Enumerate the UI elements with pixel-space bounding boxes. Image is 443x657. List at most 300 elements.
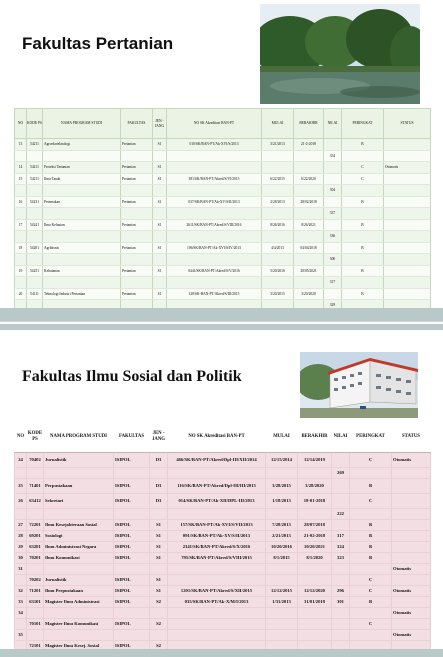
column-header-no-sk: NO SK Akreditasi BAN-PT [167, 109, 262, 139]
cell-fakultas: Pertanian [121, 196, 153, 208]
cell-no [15, 185, 27, 197]
cell-mulai [266, 563, 298, 574]
cell-nilai [332, 519, 350, 530]
cell-jenjang: S1 [153, 196, 167, 208]
cell-mulai [266, 508, 298, 519]
cell-peringkat [350, 467, 392, 478]
column-header-fakultas: FAKULTAS [114, 422, 150, 452]
cell-nama-prodi: Agribisnis [43, 242, 121, 254]
cell-jenjang: S1 [150, 519, 168, 530]
column-header-mulai: MULAI [266, 422, 298, 452]
cell-peringkat: B [342, 219, 384, 231]
cell-status [392, 541, 431, 552]
cell-nama-prodi: Sosiologi [44, 530, 114, 541]
cell-fakultas [121, 277, 153, 289]
cell-peringkat: B [350, 552, 392, 563]
cell-fakultas: ISIPOL [114, 618, 150, 629]
cell-nama-prodi: Peternakan [43, 196, 121, 208]
cell-nama-prodi: Ilmu Kelautan [43, 219, 121, 231]
cell-kode-ps [27, 254, 43, 266]
cell-no: 24 [15, 452, 27, 467]
cell-nilai: 269 [332, 467, 350, 478]
column-header-peringkat: PERINGKAT [350, 422, 392, 452]
cell-nilai: 296 [332, 585, 350, 596]
cell-nilai [332, 563, 350, 574]
table-row [15, 629, 431, 640]
cell-jenjang: D3 [150, 478, 168, 493]
cell-jenjang: S2 [150, 618, 168, 629]
cell-peringkat [350, 629, 392, 640]
cell-jenjang: D3 [150, 493, 168, 508]
cell-berakhir: 04/04/2018 [294, 242, 324, 254]
cell-nama-prodi: Perpustakaan [44, 478, 114, 493]
cell-no: 33 [15, 596, 27, 607]
table-row [15, 508, 431, 519]
cell-no: 26 [15, 493, 27, 508]
table-row [15, 493, 431, 508]
cell-kode-ps: 72201 [27, 519, 44, 530]
cell-peringkat: C [342, 173, 384, 185]
cell-nilai [324, 242, 342, 254]
table-row [15, 563, 431, 574]
cell-nama-prodi: Ilmu Perpustakaan [44, 585, 114, 596]
slide-title: Fakultas Pertanian [22, 34, 174, 53]
cell-kode-ps [27, 231, 43, 243]
cell-fakultas [121, 208, 153, 220]
cell-berakhir: 28/02/2018 [294, 196, 324, 208]
cell-berakhir: 21-2-2018 [294, 139, 324, 151]
cell-status [392, 467, 431, 478]
cell-fakultas [121, 150, 153, 162]
cell-berakhir [294, 185, 324, 197]
cell-status [392, 508, 431, 519]
table-row [15, 574, 431, 585]
cell-status [384, 208, 431, 220]
cell-peringkat: C [350, 452, 392, 467]
cell-status [384, 265, 431, 277]
cell-fakultas: ISIPOL [114, 541, 150, 552]
cell-nama-prodi: Ilmu Administrasi Negara [44, 541, 114, 552]
cell-nilai [332, 493, 350, 508]
cell-no-sk [168, 563, 266, 574]
cell-mulai [266, 574, 298, 585]
cell-no: 28 [15, 530, 27, 541]
cell-no: 27 [15, 519, 27, 530]
cell-berakhir: 3/28/2020 [298, 478, 332, 493]
cell-nilai [332, 629, 350, 640]
cell-nama-prodi: Proteksi Tanaman [43, 162, 121, 174]
cell-nama-prodi: Agroekoteknologi [43, 139, 121, 151]
cell-kode-ps [27, 467, 44, 478]
cell-fakultas [114, 607, 150, 618]
cell-no-sk: 466/SK/BAN-PT/Akred/Dpl-III/XII/2014 [168, 452, 266, 467]
cell-nama-prodi [44, 467, 114, 478]
cell-berakhir: 8/1/2020 [298, 552, 332, 563]
cell-mulai [266, 467, 298, 478]
cell-kode-ps: 63101 [27, 596, 44, 607]
cell-peringkat: C [342, 162, 384, 174]
cell-berakhir: 6/22/2020 [294, 173, 324, 185]
cell-status [392, 552, 431, 563]
cell-peringkat: B [342, 196, 384, 208]
cell-status [384, 173, 431, 185]
table-row [15, 219, 431, 231]
cell-no: 32 [15, 585, 27, 596]
cell-nama-prodi [43, 150, 121, 162]
cell-jenjang [153, 231, 167, 243]
cell-no-sk: 1201/SK/BAN-PT/Akred/S/XII/2015 [168, 585, 266, 596]
cell-mulai: 5/20/2016 [262, 265, 294, 277]
cell-no-sk: 2341/SK/BAN-PT/Akred/S/X/2016 [168, 541, 266, 552]
cell-no [15, 254, 27, 266]
table-row [15, 150, 431, 162]
cell-no-sk [168, 618, 266, 629]
cell-kode-ps [27, 629, 44, 640]
cell-no-sk: 035/SK/BAN-PT/Ak-X/M/I/2013 [168, 596, 266, 607]
column-header-no: NO [15, 109, 27, 139]
campus-photo [260, 4, 420, 104]
cell-status [392, 519, 431, 530]
cell-status [384, 254, 431, 266]
table-row [15, 552, 431, 563]
column-header-jenjang: JEN - JANG [153, 109, 167, 139]
table-row [15, 541, 431, 552]
cell-kode-ps [27, 563, 44, 574]
cell-no-sk: 116/SK/BAN-PT/Akred/Dpl-III/III/2015 [168, 478, 266, 493]
cell-status [384, 185, 431, 197]
slide-fakultas-isipol [0, 324, 443, 657]
cell-fakultas: ISIPOL [114, 493, 150, 508]
cell-nilai [332, 478, 350, 493]
cell-no [15, 618, 27, 629]
cell-nama-prodi: Jurnalistik [44, 452, 114, 467]
cell-kode-ps: 54211 [27, 162, 43, 174]
cell-peringkat [350, 607, 392, 618]
slide-fakultas-pertanian [0, 0, 443, 322]
cell-no: 31 [15, 563, 27, 574]
cell-no: 25 [15, 478, 27, 493]
cell-no-sk: 128/SK-BAN-PT/Akred/S/III/2015 [167, 288, 262, 300]
cell-nilai [324, 219, 342, 231]
cell-jenjang: S1 [153, 288, 167, 300]
cell-nilai: 304 [324, 185, 342, 197]
cell-berakhir: 12/14/2019 [298, 452, 332, 467]
cell-status [384, 277, 431, 289]
cell-status [384, 242, 431, 254]
cell-berakhir: 28/07/2018 [298, 519, 332, 530]
cell-nama-prodi [43, 231, 121, 243]
cell-jenjang [153, 185, 167, 197]
cell-status [392, 493, 431, 508]
cell-kode-ps: 54251 [27, 265, 43, 277]
column-header-fakultas: FAKULTAS [121, 109, 153, 139]
cell-nilai [324, 162, 342, 174]
table-row [15, 242, 431, 254]
cell-nilai: 323 [332, 552, 350, 563]
cell-nilai [332, 618, 350, 629]
cell-peringkat: B [350, 541, 392, 552]
cell-jenjang: S1 [150, 530, 168, 541]
cell-fakultas: ISIPOL [114, 452, 150, 467]
cell-berakhir [298, 574, 332, 585]
cell-berakhir: 12/12/2020 [298, 585, 332, 596]
cell-peringkat: B [342, 242, 384, 254]
cell-mulai: 2/21/2013 [266, 530, 298, 541]
cell-status [384, 219, 431, 231]
table-row [15, 607, 431, 618]
table-row [15, 231, 431, 243]
cell-nama-prodi: Magister Ilmu Komunikasi [44, 618, 114, 629]
table-row [15, 277, 431, 289]
cell-mulai: 8/1/2015 [266, 552, 298, 563]
cell-no: 15 [15, 173, 27, 185]
column-header-no: NO [15, 422, 27, 452]
column-header-kode-ps: KODE PS [27, 109, 43, 139]
cell-mulai [262, 231, 294, 243]
cell-jenjang [150, 467, 168, 478]
cell-kode-ps: 54231 [27, 196, 43, 208]
cell-peringkat: C [350, 493, 392, 508]
cell-no-sk: 381/SK/BAN-PT/Akred/S/VI/2015 [167, 173, 262, 185]
cell-mulai: 7/28/2013 [266, 519, 298, 530]
cell-berakhir: 31/01/2018 [298, 596, 332, 607]
cell-peringkat: B [342, 139, 384, 151]
cell-no: 30 [15, 552, 27, 563]
cell-no-sk: 037/SK/BAN-PT/Ak-XV/S/II/2013 [167, 196, 262, 208]
cell-mulai: 1/18/2013 [266, 493, 298, 508]
cell-mulai [262, 162, 294, 174]
cell-fakultas [121, 254, 153, 266]
cell-kode-ps: 54241 [27, 219, 43, 231]
cell-nilai: 324 [332, 541, 350, 552]
cell-nilai [332, 452, 350, 467]
cell-peringkat: B [342, 288, 384, 300]
cell-nilai: 301 [332, 596, 350, 607]
cell-nilai: 334 [324, 150, 342, 162]
cell-kode-ps: 71201 [27, 585, 44, 596]
cell-no-sk [168, 574, 266, 585]
cell-fakultas: ISIPOL [114, 574, 150, 585]
cell-no-sk [168, 607, 266, 618]
building-photo [300, 352, 418, 418]
cell-nilai: 317 [332, 530, 350, 541]
cell-status [392, 478, 431, 493]
cell-kode-ps [27, 150, 43, 162]
cell-no: 29 [15, 541, 27, 552]
cell-nilai [324, 139, 342, 151]
cell-no-sk: 091/SK/BAN-PT/Ak-XV/S/II/2013 [168, 530, 266, 541]
column-header-kode-ps: KODE PS [27, 422, 44, 452]
column-header-nama-prodi: NAMA PROGRAM STUDI [43, 109, 121, 139]
accreditation-table-pertanian [14, 108, 431, 322]
cell-peringkat: C [350, 574, 392, 585]
cell-kode-ps: 70101 [27, 618, 44, 629]
cell-peringkat [342, 185, 384, 197]
cell-nilai: 336 [324, 231, 342, 243]
cell-peringkat: C [350, 585, 392, 596]
cell-status [392, 574, 431, 585]
cell-peringkat: B [350, 519, 392, 530]
cell-jenjang [150, 629, 168, 640]
cell-fakultas: Pertanian [121, 288, 153, 300]
cell-jenjang: S1 [153, 173, 167, 185]
slide-bottom-band [0, 649, 443, 657]
column-header-jenjang: JEN - JANG [150, 422, 168, 452]
cell-mulai: 8/26/2016 [262, 219, 294, 231]
cell-fakultas: Pertanian [121, 242, 153, 254]
cell-no-sk: 2611/SK/BAN-PT/Akred/S/VIII/2016 [167, 219, 262, 231]
cell-berakhir [298, 607, 332, 618]
cell-mulai: 10/20/2016 [266, 541, 298, 552]
cell-fakultas [114, 467, 150, 478]
cell-no [15, 150, 27, 162]
cell-peringkat: B [342, 265, 384, 277]
cell-jenjang [150, 508, 168, 519]
cell-jenjang: S1 [153, 162, 167, 174]
cell-jenjang [153, 208, 167, 220]
cell-nama-prodi: Ilmu Komunikasi [44, 552, 114, 563]
cell-no: 13 [15, 139, 27, 151]
table-row [15, 173, 431, 185]
cell-berakhir [298, 508, 332, 519]
cell-mulai [262, 254, 294, 266]
cell-nama-prodi: Magister Ilmu Administrasi [44, 596, 114, 607]
cell-jenjang: S1 [153, 139, 167, 151]
cell-nama-prodi: Kehutanan [43, 265, 121, 277]
cell-berakhir [298, 563, 332, 574]
cell-nama-prodi [44, 508, 114, 519]
cell-berakhir [294, 277, 324, 289]
cell-berakhir [294, 254, 324, 266]
cell-no-sk: 106/SK/BAN-PT/Ak-XVI/S/IV/2013 [167, 242, 262, 254]
table-row [15, 208, 431, 220]
cell-no-sk [167, 185, 262, 197]
cell-nama-prodi [43, 185, 121, 197]
cell-nilai [332, 607, 350, 618]
cell-mulai: 6/22/2015 [262, 173, 294, 185]
cell-fakultas: ISIPOL [114, 596, 150, 607]
cell-no-sk [167, 231, 262, 243]
cell-berakhir: 18-01-2018 [298, 493, 332, 508]
cell-mulai [266, 607, 298, 618]
cell-status: Otomatis [392, 585, 431, 596]
cell-fakultas: ISIPOL [114, 640, 150, 651]
column-header-status: STATUS [392, 422, 431, 452]
cell-fakultas: ISIPOL [114, 585, 150, 596]
cell-mulai [266, 629, 298, 640]
cell-no-sk [167, 150, 262, 162]
cell-jenjang: D3 [150, 452, 168, 467]
cell-peringkat [350, 508, 392, 519]
cell-peringkat: C [350, 618, 392, 629]
cell-status: Otomatis [392, 629, 431, 640]
cell-fakultas: Pertanian [121, 265, 153, 277]
cell-nilai: 317 [324, 277, 342, 289]
cell-kode-ps [27, 277, 43, 289]
cell-mulai [262, 277, 294, 289]
cell-fakultas: Pertanian [121, 162, 153, 174]
cell-no [15, 231, 27, 243]
cell-mulai: 4/4/2013 [262, 242, 294, 254]
cell-status [384, 150, 431, 162]
cell-mulai [262, 150, 294, 162]
cell-no: 20 [15, 288, 27, 300]
cell-peringkat [350, 563, 392, 574]
table-header-row [15, 109, 431, 139]
cell-nilai [324, 265, 342, 277]
cell-no-sk: 014/SK/BAN-PT/Ak-XII/DPL-III/2013 [168, 493, 266, 508]
cell-berakhir: 3/20/2020 [294, 288, 324, 300]
cell-status: Otomatis [392, 563, 431, 574]
slide-title: Fakultas Ilmu Sosial dan Politik [22, 368, 242, 385]
cell-jenjang: S1 [150, 541, 168, 552]
cell-fakultas [121, 185, 153, 197]
cell-no-sk [168, 629, 266, 640]
table-row [15, 519, 431, 530]
cell-no [15, 208, 27, 220]
cell-jenjang: S1 [150, 552, 168, 563]
slide-bottom-band [0, 308, 443, 322]
cell-nilai [324, 288, 342, 300]
cell-fakultas: ISIPOL [114, 519, 150, 530]
cell-nama-prodi: Magister Ilmu Kesej. Sosial [44, 640, 114, 651]
cell-kode-ps: 54211 [27, 173, 43, 185]
cell-jenjang: S1 [150, 574, 168, 585]
cell-jenjang: S1 [153, 265, 167, 277]
table-row [15, 596, 431, 607]
cell-kode-ps: 54201 [27, 242, 43, 254]
cell-jenjang [150, 607, 168, 618]
table-row [15, 265, 431, 277]
cell-nilai: 222 [332, 508, 350, 519]
slide-top-band [0, 324, 443, 330]
cell-nama-prodi: Teknologi Industri Pertanian [43, 288, 121, 300]
cell-mulai: 12/12/2015 [266, 585, 298, 596]
cell-status [384, 139, 431, 151]
cell-kode-ps: 63201 [27, 541, 44, 552]
cell-no-sk: 795/SK/BAN-PT/Akred/S/VIII/2015 [168, 552, 266, 563]
cell-no [15, 277, 27, 289]
cell-kode-ps: 54111 [27, 288, 43, 300]
cell-jenjang [153, 277, 167, 289]
table-row [15, 254, 431, 266]
cell-kode-ps [27, 607, 44, 618]
cell-no-sk: 010/SK/BAN-PT/Ak-XVI/S/2013 [167, 139, 262, 151]
cell-no: 19 [15, 265, 27, 277]
cell-mulai: 2/28/2013 [262, 196, 294, 208]
cell-jenjang: S1 [153, 242, 167, 254]
cell-nilai [324, 196, 342, 208]
cell-peringkat [342, 150, 384, 162]
cell-no: 17 [15, 219, 27, 231]
table-row [15, 288, 431, 300]
cell-kode-ps [27, 185, 43, 197]
cell-berakhir [298, 467, 332, 478]
cell-fakultas: Pertanian [121, 173, 153, 185]
cell-berakhir [294, 150, 324, 162]
cell-nilai: 329 [324, 300, 342, 312]
cell-jenjang [153, 254, 167, 266]
cell-berakhir [298, 629, 332, 640]
cell-nilai: 300 [324, 254, 342, 266]
cell-kode-ps: 72101 [27, 640, 44, 651]
cell-jenjang: S2 [150, 596, 168, 607]
cell-no-sk [168, 467, 266, 478]
cell-berakhir [298, 618, 332, 629]
cell-mulai [262, 185, 294, 197]
cell-jenjang: S1 [153, 219, 167, 231]
cell-berakhir: 8/26/2021 [294, 219, 324, 231]
